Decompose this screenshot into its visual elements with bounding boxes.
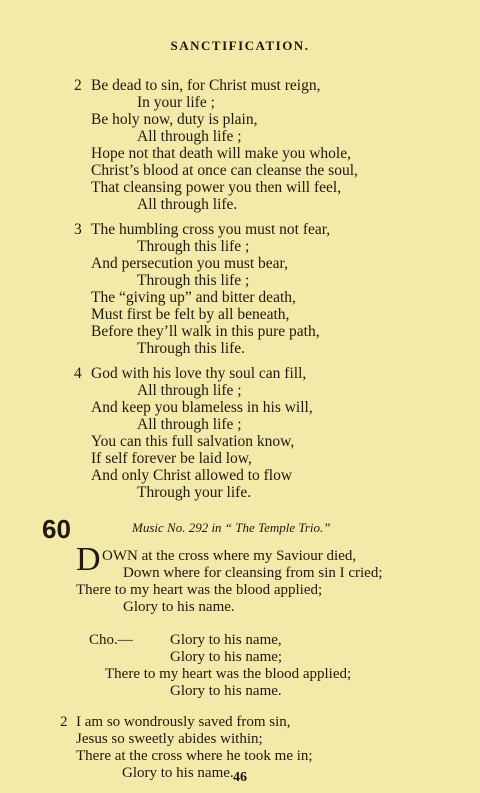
verse-line: In your life ;	[137, 94, 215, 111]
verse-line: The humbling cross you must not fear,	[91, 221, 331, 238]
verse-line: God with his love thy soul can fill,	[91, 365, 307, 382]
verse-line: Hope not that death will make you whole,	[91, 145, 351, 162]
verse-line: There at the cross where he took me in;	[76, 748, 313, 764]
verse-line: And persecution you must bear,	[91, 255, 288, 272]
verse-line: Be holy now, duty is plain,	[91, 111, 258, 128]
verse-line: All through life ;	[137, 128, 242, 145]
verse-line: Through your life.	[137, 484, 252, 501]
chorus-line: Glory to his name,	[170, 632, 282, 648]
verse-line: Be dead to sin, for Christ must reign,	[91, 77, 321, 94]
verse-line: I am so wondrously saved from sin,	[76, 714, 291, 730]
chorus-label: Cho.—	[89, 632, 133, 648]
verse-line: Through this life ;	[137, 238, 250, 255]
verse-line: Through this life ;	[137, 272, 250, 289]
drop-cap: D	[76, 541, 101, 578]
verse-line: OWN at the cross where my Saviour died,	[102, 548, 357, 564]
hymn-number: 60	[42, 514, 71, 544]
stanza-number: 2	[60, 714, 68, 730]
chorus-line: Glory to his name.	[170, 683, 282, 699]
verse-line: Through this life.	[137, 340, 246, 357]
verse-line: Glory to his name.	[123, 599, 235, 615]
page-number: 46	[233, 770, 247, 785]
chorus-line: There to my heart was the blood applied;	[105, 666, 352, 682]
verse-line: That cleansing power you then will feel,	[91, 179, 342, 196]
verse-line: Before they’ll walk in this pure path,	[91, 323, 320, 340]
verse-line: And keep you blameless in his will,	[91, 399, 313, 416]
stanza-number: 3	[74, 221, 82, 238]
verse-line: Jesus so sweetly abides within;	[76, 731, 263, 747]
verse-line: Must first be felt by all beneath,	[91, 306, 290, 323]
verse-line: And only Christ allowed to flow	[91, 467, 293, 484]
verse-line: All through life ;	[137, 382, 242, 399]
verse-line: Down where for cleansing from sin I cried;	[123, 565, 383, 581]
verse-line: All through life ;	[137, 416, 242, 433]
verse-line: Christ’s blood at once can cleanse the soul,	[91, 162, 358, 179]
stanza-number: 4	[74, 365, 82, 382]
verse-line: Glory to his name.	[122, 765, 234, 781]
stanza-number: 2	[74, 77, 82, 94]
page-header: SANCTIFICATION.	[170, 38, 310, 53]
verse-line: You can this full salvation know,	[91, 433, 295, 450]
verse-line: The “giving up” and bitter death,	[91, 289, 296, 306]
verse-line: If self forever be laid low,	[91, 450, 252, 467]
music-reference: Music No. 292 in “ The Temple Trio.”	[132, 520, 331, 535]
verse-line: There to my heart was the blood applied;	[76, 582, 323, 598]
verse-line: All through life.	[137, 196, 238, 213]
chorus-line: Glory to his name;	[170, 649, 283, 665]
